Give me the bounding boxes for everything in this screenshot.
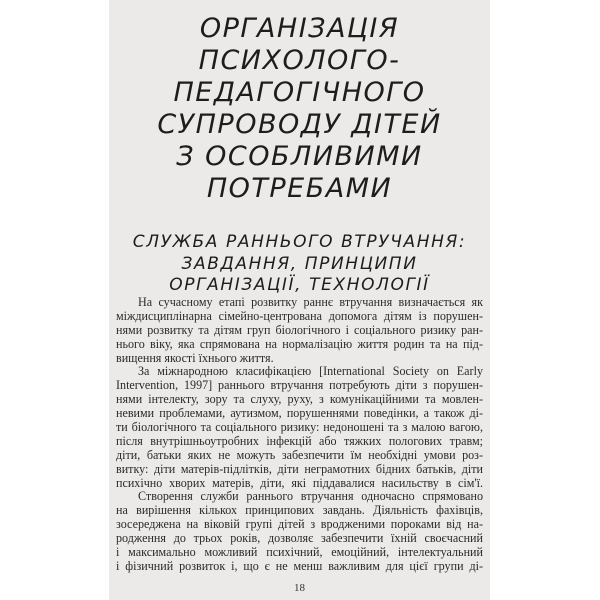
body-line: нями розвитку та дітям груп біологічного і соціального ризику ран- — [116, 323, 483, 337]
chapter-title-line: ОРГАНІЗАЦІЯ — [199, 13, 400, 44]
body-line: ти біологічного та соціального ризику: недоношені та з малою вагою, — [116, 421, 483, 435]
body-line: Створення служби раннього втручання одночасно спрямовано — [138, 490, 483, 504]
chapter-title-line: ПСИХОЛОГО- — [198, 45, 401, 76]
body-line: на вирішення кількох принципових завдань. Діяльність фахівців, — [116, 504, 483, 518]
chapter-title — [109, 13, 490, 205]
chapter-title-line: З ОСОБЛИВИМИ — [176, 141, 423, 172]
body-line: витку: діти матерів-підлітків, діти неграмотних бідних батьків, діти — [116, 462, 483, 476]
section-title-line: ОРГАНІЗАЦІЇ, ТЕХНОЛОГІЇ — [169, 275, 430, 295]
body-line: нями інтелекту, зору та слуху, руху, з комунікаційними та мовлен- — [116, 393, 483, 407]
section-title-line: СЛУЖБА РАННЬОГО ВТРУЧАННЯ: — [132, 232, 467, 252]
body-line: Intervention, 1997] раннього втручання потребують діти з порушен- — [116, 379, 483, 393]
body-line: і фізичний розвиток і, що є не менш важливим для цієї групи ді- — [116, 559, 483, 573]
body-line: невими проблемами, аутизмом, порушеннями поведінки, а також ді- — [116, 407, 483, 421]
body-line: і максимально можливий психічний, емоційний, інтелектуальний — [116, 546, 483, 560]
body-line: родження до трьох років, дозволяє забезпечити їхній своєчасний — [116, 532, 483, 546]
chapter-title-line: СУПРОВОДУ ДІТЕЙ — [157, 109, 442, 140]
body-line: діти, батьки яких не можуть забезпечити їм необхідні умови роз- — [116, 448, 483, 462]
body-line: зосереджена на віковій групі дітей з вродженими пороками від на- — [116, 518, 483, 532]
body-line: психічно хворих матерів, діти, які піддавалися насильству в сім'ї. — [116, 476, 483, 490]
body-line: На сучасному етапі розвитку раннє втручання визначається як — [138, 296, 483, 309]
body-line: За міжнародною класифікацією [International Society on Early — [138, 365, 483, 379]
chapter-title-line: ПЕДАГОГІЧНОГО — [173, 77, 426, 108]
page-number: 18 — [294, 582, 305, 594]
body-text — [116, 296, 483, 574]
book-page — [109, 0, 490, 600]
body-line: після внутрішньоутробних інфекцій або тяжких пологових травм; — [116, 434, 483, 448]
section-title — [109, 232, 490, 297]
body-line: вищення якості їхнього життя. — [116, 351, 274, 365]
section-title-line: ЗАВДАННЯ, ПРИНЦИПИ — [181, 253, 418, 274]
body-line: нього віку, яка спрямована на нормалізацію життя родин та на під- — [116, 337, 483, 351]
chapter-title-line: ПОТРЕБАМИ — [206, 173, 393, 204]
body-line: міждисциплінарна сімейно-центрована допомога дітям із порушен- — [116, 309, 483, 323]
